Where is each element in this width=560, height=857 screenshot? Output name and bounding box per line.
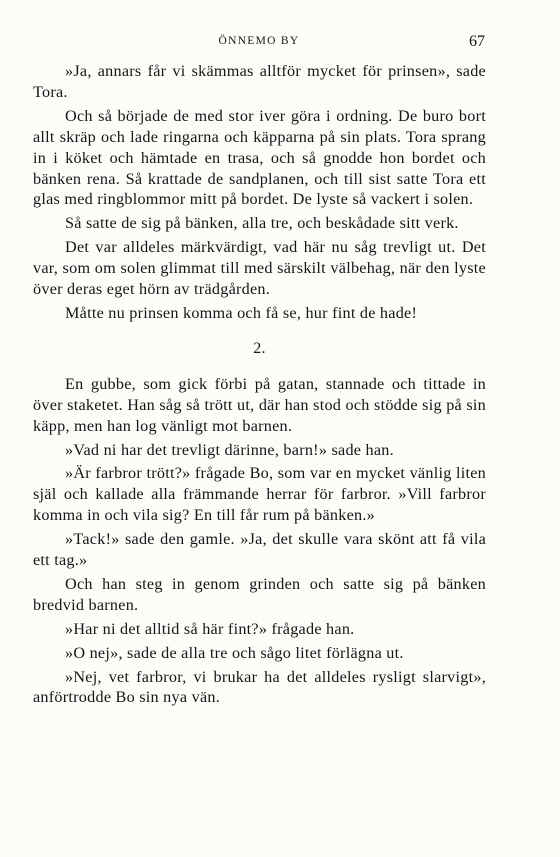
section-number: 2. [253,339,266,357]
paragraph: »Tack!» sade den gamle. »Ja, det skulle vara skönt att få vila ett tag.» [33,530,486,570]
paragraph: »Är farbror trött?» frågade Bo, som var en mycket vänlig liten själ och kallade alla främmande herrar för farbror. »Vill farbror komma in och vila sig? En till får rum på bänken.» [33,464,486,525]
paragraph: Det var alldeles märkvärdigt, vad här nu såg trevligt ut. Det var, som om solen glimmat till med särskilt välbehag, när den lyste över deras eget hörn av trädgården. [33,238,486,299]
page-number: 67 [469,33,485,50]
paragraph: »Ja, annars får vi skämmas alltför mycket för prinsen», sade Tora. [33,62,486,101]
paragraph: »Har ni det alltid så här fint?» frågade han. [65,619,355,638]
paragraph: Och så började de med stor iver göra i ordning. De buro bort allt skräp och lade ringarna och käpparna på sin plats. Tora sprang in i köket och hämtade en trasa, och så gnodde hon bordet och bänken rena. Så krattade de sandplanen, och till sist satte Tora ett glas med ringblommor mitt på bordet. De lyste så vackert i solen. [33,106,486,209]
paragraph: Måtte nu prinsen komma och få se, hur fint de hade! [65,303,418,322]
paragraph: En gubbe, som gick förbi på gatan, stannade och tittade in över staketet. Han såg så trött ut, där han stod och stödde sig på sin käpp, men han log vänligt mot barnen. [33,374,486,435]
paragraph: Och han steg in genom grinden och satte sig på bänken bredvid barnen. [33,574,486,614]
page-header [33,33,485,53]
paragraph: »Nej, vet farbror, vi brukar ha det alldeles rysligt slarvigt», anförtrodde Bo sin nya vän. [33,667,486,707]
paragraph: »O nej», sade de alla tre och sågo litet förlägna ut. [65,643,404,662]
paragraph: Så satte de sig på bänken, alla tre, och beskådade sitt verk. [65,214,459,233]
body-text [33,61,486,711]
paragraph: »Vad ni har det trevligt därinne, barn!» sade han. [65,440,394,459]
running-title: ÖNNEMO BY [218,35,300,47]
